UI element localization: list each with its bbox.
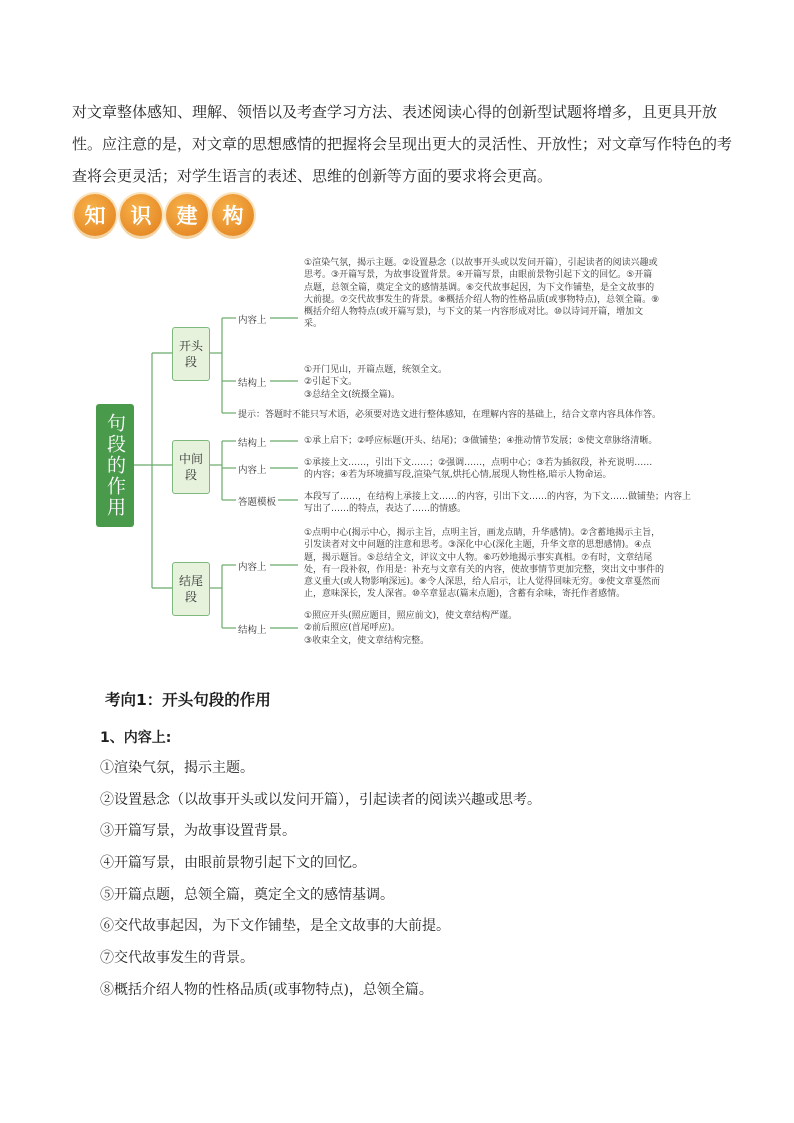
structure-item: ②前后照应(首尾呼应)。 <box>304 623 401 634</box>
banner-char: 建 <box>166 194 208 236</box>
structure-item: ②引起下文。 <box>304 377 358 388</box>
structure-item: ③收束全文，使文章结构完整。 <box>304 635 430 646</box>
opening-tip: 提示：答题时不能只写术语，必须要对选文进行整体感知，在理解内容的基础上，结合文章内容具体作答。 <box>238 410 662 420</box>
label-opening-content: 内容上 <box>238 315 267 326</box>
structure-item: ①照应开头(照应题目，照应前文)，使文章结构严谨。 <box>304 611 518 621</box>
middle-structure-text: ①承上启下；②呼应标题(开头、结尾)；③做铺垫；④推动情节发展；⑤使文章脉络清晰。 <box>304 436 658 446</box>
label-opening-structure: 结构上 <box>238 378 267 389</box>
mindmap-root: 句段的作用 <box>96 404 134 527</box>
list-item: ⑤开篇点题，总领全篇，奠定全文的感情基调。 <box>100 886 394 903</box>
middle-template-text: 本段写了……，在结构上承接上文……的内容，引出下文……的内容，为下文……做铺垫；内容上写出了……的特点，表达了……的情感。 <box>304 492 692 515</box>
list-item: ⑧概括介绍人物的性格品质(或事物特点)，总领全篇。 <box>100 981 433 998</box>
list-item: ⑥交代故事起因，为下文作铺垫，是全文故事的大前提。 <box>100 918 450 935</box>
banner-char: 构 <box>212 194 254 236</box>
node-middle: 中间段 <box>172 440 210 494</box>
structure-item: ①开门见山，开篇点题，统领全文。 <box>304 365 448 375</box>
ending-structure-list <box>304 610 634 647</box>
banner-char: 知 <box>74 194 116 236</box>
list-item: ③开篇写景，为故事设置背景。 <box>100 823 296 840</box>
intro-paragraph: 对文章整体感知、理解、领悟以及考查学习方法、表述阅读心得的创新型试题将增多，且更具开放性。应注意的是，对文章的思想感情的把握将会呈现出更大的灵活性、开放性；对文章写作特色的考查将会更灵活；对学生语言的表述、思维的创新等方面的要求将会更高。 <box>72 103 733 185</box>
knowledge-construction-banner <box>74 194 254 240</box>
structure-item: ③总结全文(统摄全篇)。 <box>304 389 401 400</box>
label-middle-content: 内容上 <box>238 465 267 476</box>
list-item: ①渲染气氛，揭示主题。 <box>100 760 254 776</box>
label-ending-structure: 结构上 <box>238 625 267 636</box>
label-middle-template: 答题模板 <box>238 497 277 508</box>
banner-char: 识 <box>120 194 162 236</box>
opening-structure-list <box>304 364 604 401</box>
label-ending-content: 内容上 <box>238 562 267 573</box>
label-middle-structure: 结构上 <box>238 438 267 449</box>
content-list <box>100 758 541 1012</box>
list-item: ⑦交代故事发生的背景。 <box>100 950 254 967</box>
node-opening: 开头段 <box>172 327 210 381</box>
section-subheading: 1、内容上: <box>100 730 172 746</box>
opening-content-text: ①渲染气氛，揭示主题。②设置悬念（以故事开头或以发问开篇），引起读者的阅读兴趣或思考。③开篇写景，为故事设置背景。④开篇写景，由眼前景物引起下文的回忆。⑤开篇点题，总领全篇，奠定全文的感情基调。⑥交代故事起因，为下文作铺垫，是全文故事的大前提。⑦交代故事发生的背景。⑧概括介绍人物的性格品质(或事物特点)，总领全篇。⑨概括介绍人物特点(或开篇写景)，与下文的某一内容形成对比。⑩以诗词开篇，增加文采。 <box>304 258 660 330</box>
middle-content-text: ①承接上文……，引出下文……；②强调……，点明中心；③若为插叙段，补充说明……的内容；④若为环境描写段,渲染气氛,烘托心情,展现人物性格,暗示人物命运。 <box>304 458 653 481</box>
list-item: ④开篇写景，由眼前景物引起下文的回忆。 <box>100 855 366 872</box>
ending-content-text: ①点明中心(揭示中心，揭示主旨，点明主旨，画龙点睛，升华感情)。②含蓄地揭示主旨，引发读者对文中问题的注意和思考。③深化中心(深化主题，升华文章的思想感情)。④点题，揭示题旨。⑤总结全文，评议文中人物。⑥巧妙地揭示事实真相。⑦有时，文章结尾处，有一段补叙，作用是：补充与文章有关的内容，使故事情节更加完整，突出文中事件的意义重大(或人物影响深远)。⑧令人深思，给人启示，让人觉得回味无穷。⑨使文章戛然而止，意味深长，发人深省。⑩卒章显志(篇末点题)，含蓄有余味，寄托作者感情。 <box>304 528 665 600</box>
list-item: ②设置悬念（以故事开头或以发问开篇），引起读者的阅读兴趣或思考。 <box>100 791 541 808</box>
section-heading: 考向1：开头句段的作用 <box>105 691 271 709</box>
node-ending: 结尾段 <box>172 562 210 616</box>
